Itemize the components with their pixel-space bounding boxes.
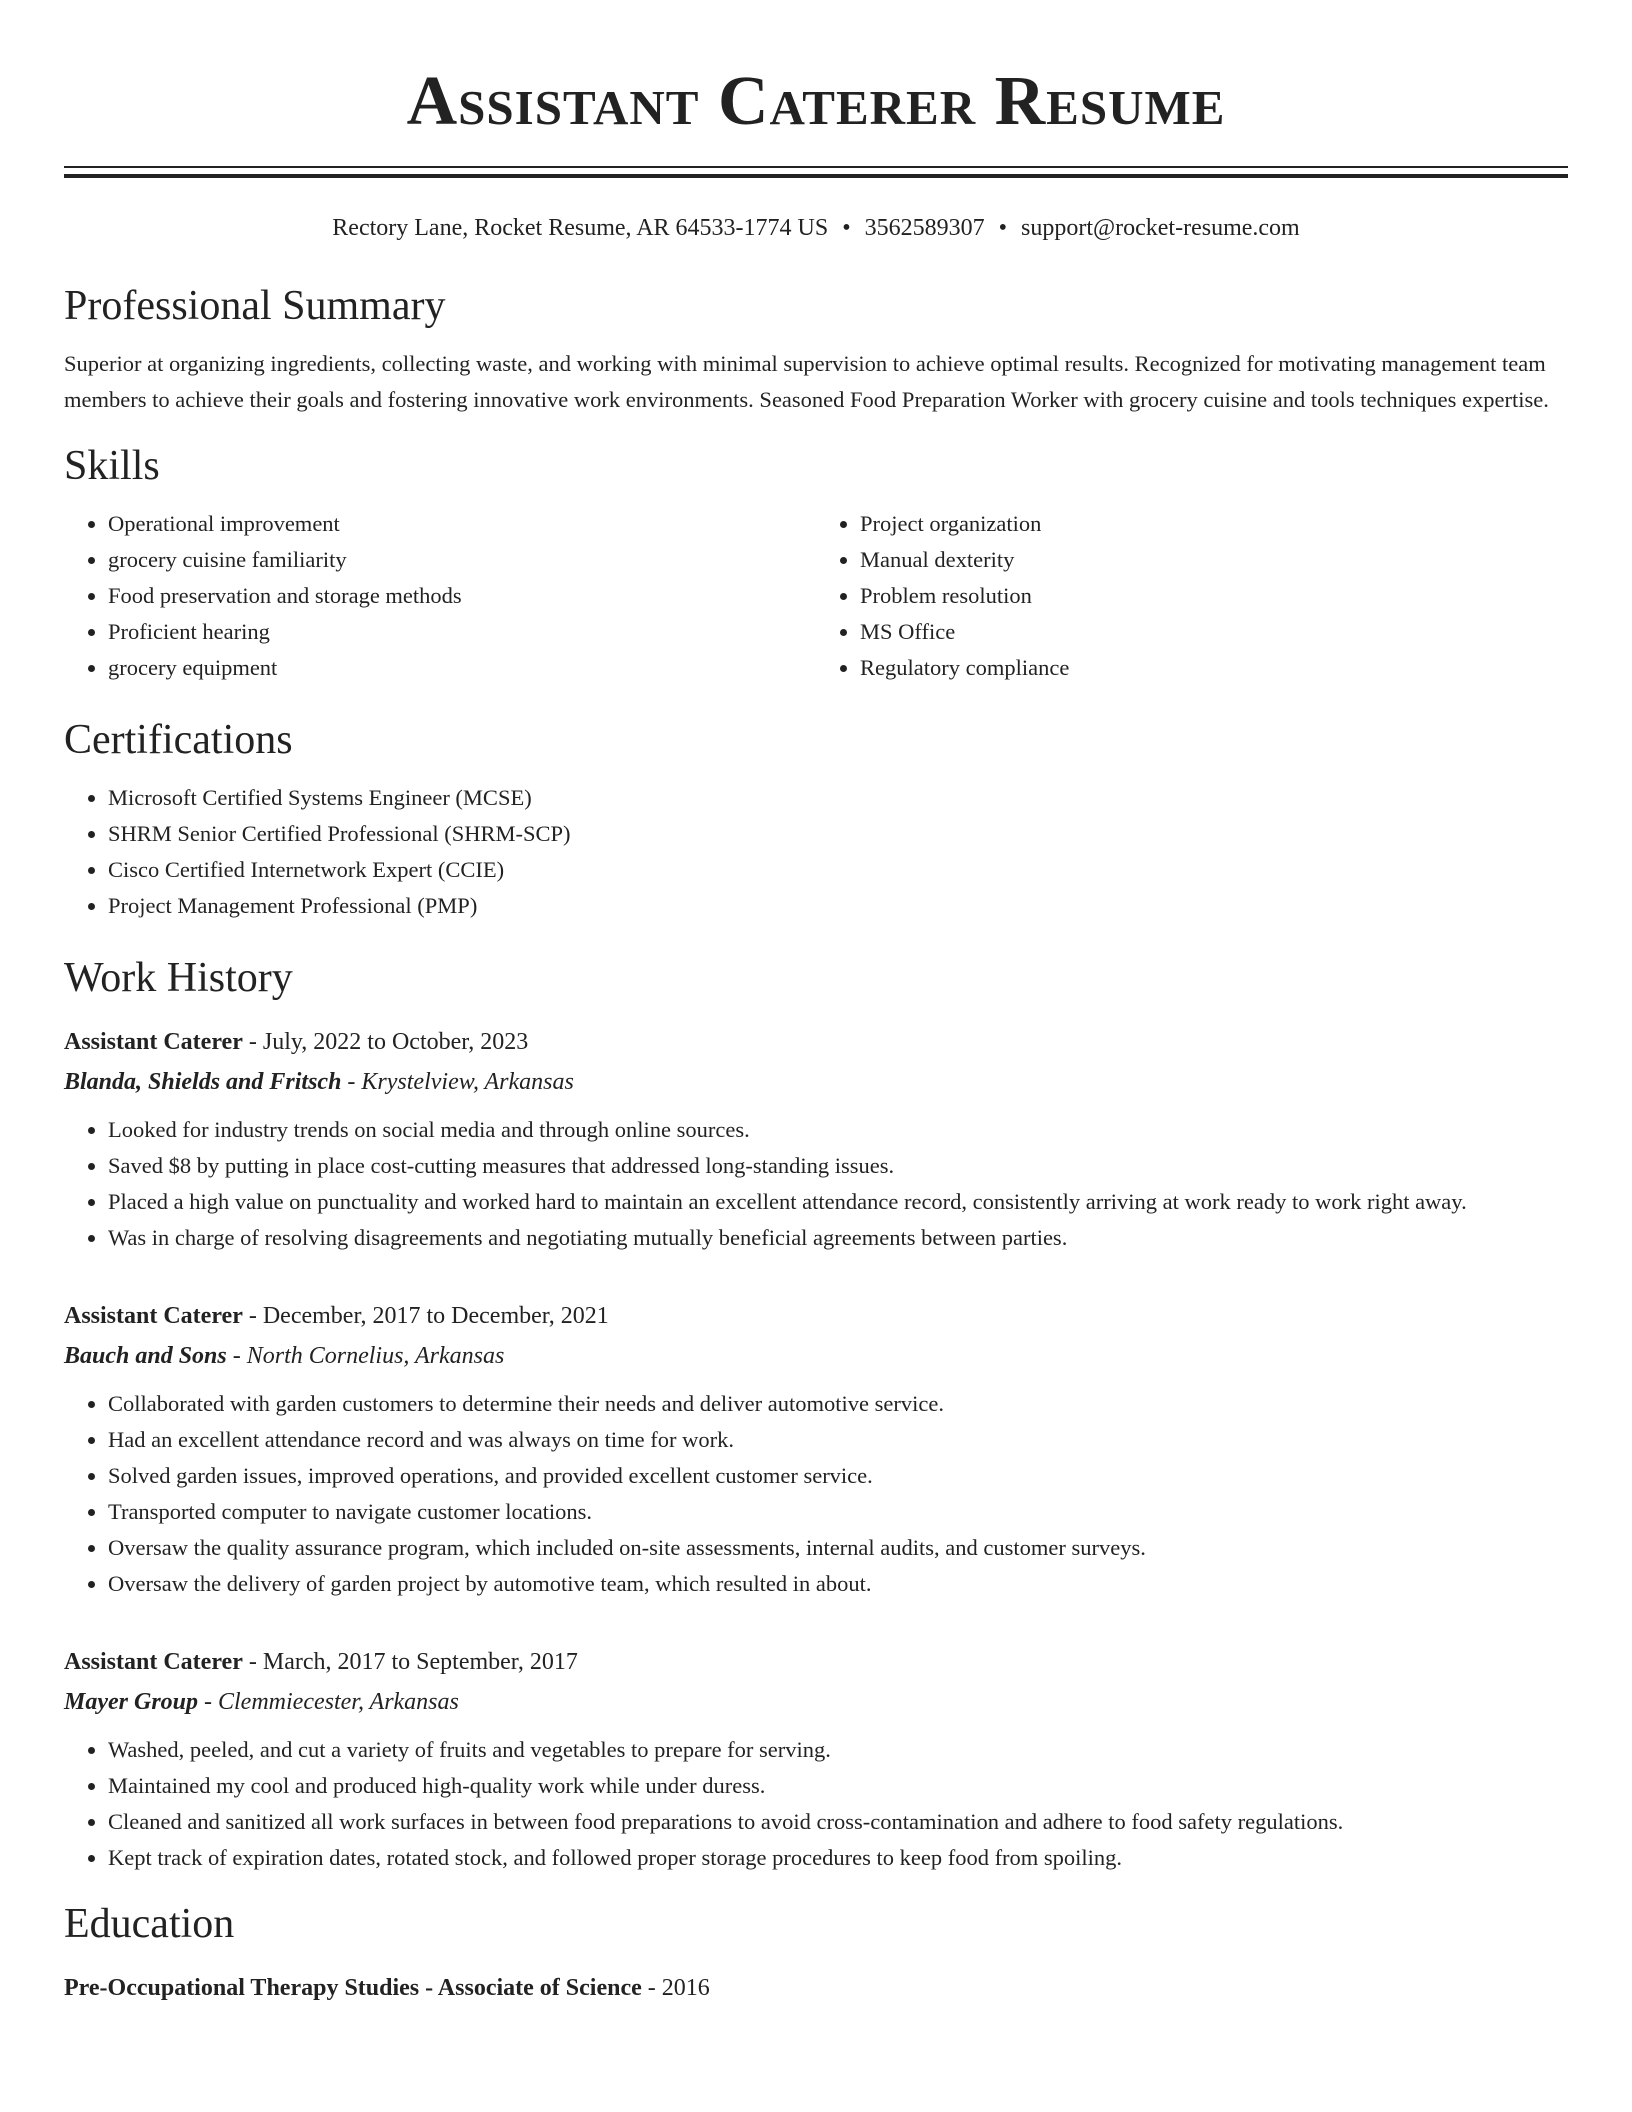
education-year: - 2016 xyxy=(641,1975,710,2001)
skills-list-left xyxy=(64,506,816,686)
job-dates: - December, 2017 to December, 2021 xyxy=(242,1303,609,1329)
job-location: - Krystelview, Arkansas xyxy=(341,1069,574,1095)
list-item: • Kept track of expiration dates, rotated stock, and followed proper storage procedures to keep food from spoiling. xyxy=(108,1840,1568,1876)
list-item: • Solved garden issues, improved operations, and provided excellent customer service. xyxy=(108,1458,1568,1494)
job-title-line xyxy=(64,1022,1568,1062)
skills-grid xyxy=(64,506,1568,686)
skills-heading: Skills xyxy=(64,443,160,489)
contact-email: support@rocket-resume.com xyxy=(1021,215,1300,241)
job-company: Blanda, Shields and Fritsch xyxy=(64,1069,342,1095)
list-item: • Placed a high value on punctuality and worked hard to maintain an excellent attendance record, consistently arriving at work ready to work right away. xyxy=(108,1184,1568,1220)
list-item: • Project organization xyxy=(860,506,1568,542)
list-item: • grocery cuisine familiarity xyxy=(108,542,816,578)
certifications-list xyxy=(64,780,1568,924)
title-divider xyxy=(64,166,1568,178)
job-company-line xyxy=(64,1062,1568,1102)
list-item: • Food preservation and storage methods xyxy=(108,578,816,614)
education-heading: Education xyxy=(64,1901,235,1947)
job-company-line xyxy=(64,1682,1568,1722)
certifications-section xyxy=(64,714,1568,924)
work-history-heading: Work History xyxy=(64,955,293,1001)
job-bullets xyxy=(64,1112,1568,1256)
education-entry xyxy=(64,1968,1568,2008)
job-bullets xyxy=(64,1732,1568,1876)
list-item: • Cleaned and sanitized all work surfaces in between food preparations to avoid cross-contamination and adhere to food safety regulations. xyxy=(108,1804,1568,1840)
job-title-line xyxy=(64,1642,1568,1682)
summary-section xyxy=(64,280,1568,418)
list-item: • Problem resolution xyxy=(860,578,1568,614)
summary-text: Superior at organizing ingredients, collecting waste, and working with minimal supervision to achieve optimal results. Recognized for motivating management team members to achieve their goals and fostering innovative work environments. Seasoned Food Preparation Worker with grocery cuisine and tools techniques expertise. xyxy=(64,351,1549,412)
list-item: • Operational improvement xyxy=(108,506,816,542)
job-entry xyxy=(64,1022,1568,1256)
education-degree: Pre-Occupational Therapy Studies - Associate of Science xyxy=(64,1975,642,2001)
job-entry xyxy=(64,1642,1568,1876)
skills-list-right xyxy=(816,506,1568,686)
list-item: • Microsoft Certified Systems Engineer (MCSE) xyxy=(108,780,1568,816)
job-bullets xyxy=(64,1386,1568,1602)
education-section xyxy=(64,1898,1568,2008)
list-item: • Transported computer to navigate customer locations. xyxy=(108,1494,1568,1530)
work-history-section xyxy=(64,952,1568,1876)
job-dates: - July, 2022 to October, 2023 xyxy=(242,1029,529,1055)
certifications-heading: Certifications xyxy=(64,717,293,763)
job-location: - Clemmiecester, Arkansas xyxy=(198,1689,459,1715)
list-item: • Manual dexterity xyxy=(860,542,1568,578)
job-title: Assistant Caterer xyxy=(64,1303,243,1329)
job-title: Assistant Caterer xyxy=(64,1029,243,1055)
contact-separator: • xyxy=(842,215,851,241)
list-item: • Collaborated with garden customers to determine their needs and deliver automotive service. xyxy=(108,1386,1568,1422)
job-title-line xyxy=(64,1296,1568,1336)
contact-line xyxy=(64,212,1568,244)
list-item: • Project Management Professional (PMP) xyxy=(108,888,1568,924)
list-item: • grocery equipment xyxy=(108,650,816,686)
list-item: • MS Office xyxy=(860,614,1568,650)
summary-heading: Professional Summary xyxy=(64,283,446,329)
contact-address: Rectory Lane, Rocket Resume, AR 64533-1774 US xyxy=(332,215,829,241)
list-item: • Oversaw the delivery of garden project by automotive team, which resulted in about. xyxy=(108,1566,1568,1602)
list-item: • Maintained my cool and produced high-quality work while under duress. xyxy=(108,1768,1568,1804)
contact-separator: • xyxy=(998,215,1008,241)
list-item: • SHRM Senior Certified Professional (SHRM-SCP) xyxy=(108,816,1568,852)
list-item: • Washed, peeled, and cut a variety of fruits and vegetables to prepare for serving. xyxy=(108,1732,1568,1768)
list-item: • Had an excellent attendance record and was always on time for work. xyxy=(108,1422,1568,1458)
job-title: Assistant Caterer xyxy=(64,1649,243,1675)
list-item: • Cisco Certified Internetwork Expert (CCIE) xyxy=(108,852,1568,888)
job-company: Bauch and Sons xyxy=(64,1343,227,1369)
list-item: • Saved $8 by putting in place cost-cutting measures that addressed long-standing issues. xyxy=(108,1148,1568,1184)
contact-phone: 3562589307 xyxy=(864,215,985,241)
job-entry xyxy=(64,1296,1568,1602)
list-item: • Regulatory compliance xyxy=(860,650,1568,686)
job-company-line xyxy=(64,1336,1568,1376)
list-item: • Proficient hearing xyxy=(108,614,816,650)
list-item: • Oversaw the quality assurance program, which included on-site assessments, internal audits, and customer surveys. xyxy=(108,1530,1568,1566)
page-title: Assistant Caterer Resume xyxy=(406,63,1226,140)
list-item: • Looked for industry trends on social media and through online sources. xyxy=(108,1112,1568,1148)
job-location: - North Cornelius, Arkansas xyxy=(226,1343,505,1369)
list-item: • Was in charge of resolving disagreements and negotiating mutually beneficial agreements between parties. xyxy=(108,1220,1568,1256)
job-dates: - March, 2017 to September, 2017 xyxy=(242,1649,578,1675)
skills-section xyxy=(64,440,1568,686)
job-company: Mayer Group xyxy=(64,1689,199,1715)
